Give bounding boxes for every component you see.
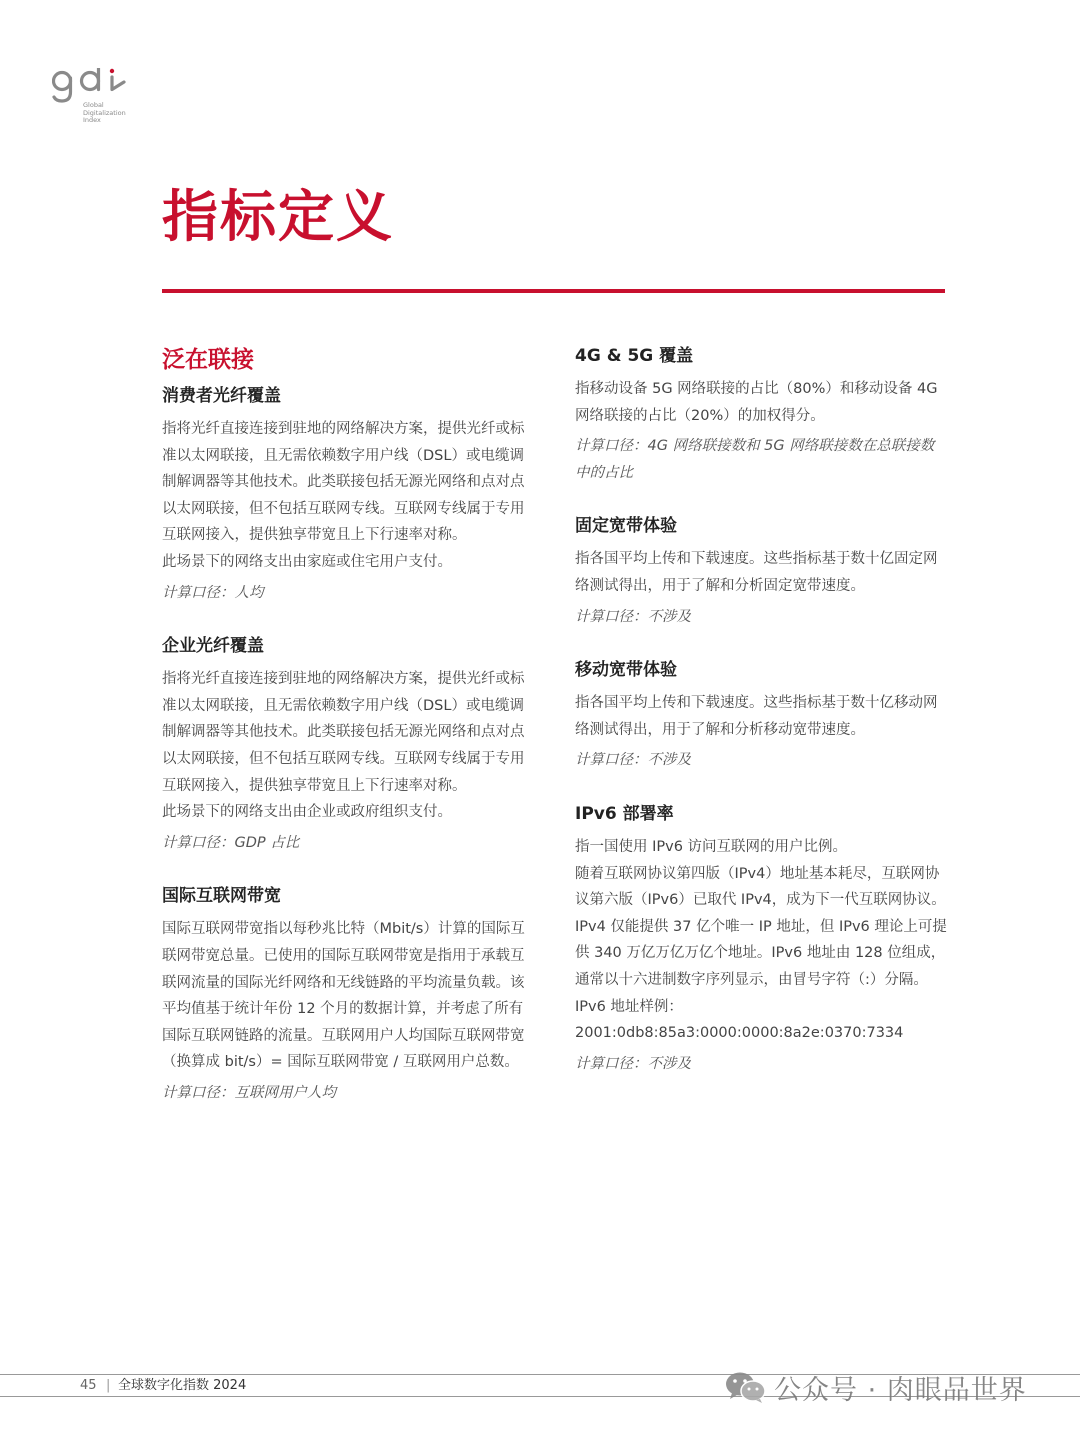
wechat-icon: [724, 1370, 768, 1404]
block-title: 国际互联网带宽: [162, 886, 281, 907]
block-paragraph: 指移动设备 5G 网络联接的占比（80%）和移动设备 4G 网络联接的占比（20%）的加权得分。: [575, 381, 938, 424]
calc-method: 计算口径：不涉及: [575, 752, 691, 769]
block-title: 消费者光纤覆盖: [162, 386, 281, 406]
block-paragraph: 随着互联网协议第四版（IPv4）地址基本耗尽，互联网协议第六版（IPv6）已取代 IPv4，成为下一代互联网协议。IPv4 仅能提供 37 亿个唯一 IP 地址，但 IPv6 理论上可提供 340 万亿万亿万亿个地址。IPv6 地址由 128 位组成，通常以十六进制数字序列显示，由冒号字符（:）分隔。: [575, 865, 947, 988]
logo-subtitle: [83, 102, 126, 125]
block-title: 4G & 5G 覆盖: [575, 346, 694, 366]
definition-intl-bandwidth: [162, 880, 534, 1106]
calc-method: 计算口径：不涉及: [575, 1055, 691, 1072]
block-paragraph: 指将光纤直接连接到驻地的网络解决方案，提供光纤或标准以太网联接，且无需依赖数字用户线（DSL）或电缆调制解调器等其他技术。此类联接包括无源光网络和点对点以太网联接，但不包括互联网专线。互联网专线属于专用互联网接入，提供独享带宽且上下行速率对称。: [162, 671, 525, 794]
footer-page-number: 45: [80, 1378, 97, 1393]
block-paragraph: 此场景下的网络支出由企业或政府组织支付。: [162, 804, 452, 821]
logo-subtitle-line2: Digitalization: [83, 108, 126, 117]
watermark-text: 公众号 · 肉眼品世界: [774, 1374, 1027, 1406]
logo-subtitle-line3: Index: [83, 116, 101, 124]
footer-separator: |: [106, 1378, 111, 1393]
block-title: 固定宽带体验: [575, 516, 677, 537]
calc-method: 计算口径：4G 网络联接数和 5G 网络联接数在总联接数中的占比: [575, 438, 935, 481]
title-divider: [162, 289, 945, 293]
block-paragraph: 指各国平均上传和下载速度。这些指标基于数十亿固定网络测试得出，用于了解和分析固定宽带速度。: [575, 551, 938, 594]
definition-enterprise-fiber: [162, 630, 534, 856]
definition-4g-5g-coverage: [575, 340, 947, 486]
gdi-logo-mark: [52, 68, 130, 104]
right-column: [575, 340, 947, 1077]
page-title: 指标定义: [162, 185, 394, 250]
definition-ipv6-deployment: [575, 798, 947, 1077]
block-paragraph: 此场景下的网络支出由家庭或住宅用户支付。: [162, 553, 452, 570]
footer-doc-title: 全球数字化指数 2024: [118, 1378, 247, 1393]
block-title: 企业光纤覆盖: [162, 636, 264, 657]
calc-method: 计算口径：GDP 占比: [162, 834, 300, 851]
block-paragraph: 国际互联网带宽指以每秒兆比特（Mbit/s）计算的国际互联网带宽总量。已使用的国际互联网带宽是指用于承载互联网流量的国际光纤网络和无线链路的平均流量负载。该平均值基于统计年份 12 个月的数据计算，并考虑了所有国际互联网链路的流量。互联网用户人均国际互联网带宽（换算成 bit/s）= 国际互联网带宽 / 互联网用户总数。: [162, 921, 525, 1071]
calc-method: 计算口径：人均: [162, 584, 264, 601]
calc-method: 计算口径：互联网用户人均: [162, 1084, 336, 1101]
block-paragraph: 指一国使用 IPv6 访问互联网的用户比例。: [575, 838, 848, 855]
block-paragraph: 指各国平均上传和下载速度。这些指标基于数十亿移动网络测试得出，用于了解和分析移动宽带速度。: [575, 695, 938, 738]
logo-subtitle-line1: Global: [83, 101, 104, 109]
calc-method: 计算口径：不涉及: [575, 608, 691, 625]
left-column: [162, 340, 534, 1106]
block-title: IPv6 部署率: [575, 803, 674, 824]
definition-mobile-broadband: [575, 654, 947, 774]
definition-consumer-fiber: [162, 380, 534, 606]
gdi-logo: [52, 68, 172, 130]
watermark: [724, 1368, 1027, 1406]
block-title: 移动宽带体验: [575, 660, 677, 681]
block-paragraph: 指将光纤直接连接到驻地的网络解决方案，提供光纤或标准以太网联接，且无需依赖数字用户线（DSL）或电缆调制解调器等其他技术。此类联接包括无源光网络和点对点以太网联接，但不包括互联网专线。互联网专线属于专用互联网接入，提供独享带宽且上下行速率对称。: [162, 421, 525, 544]
definition-fixed-broadband: [575, 510, 947, 630]
block-paragraph: IPv6 地址样例：2001:0db8:85a3:0000:0000:8a2e:0370:7334: [575, 998, 904, 1042]
section-title: 泛在联接: [162, 347, 254, 373]
